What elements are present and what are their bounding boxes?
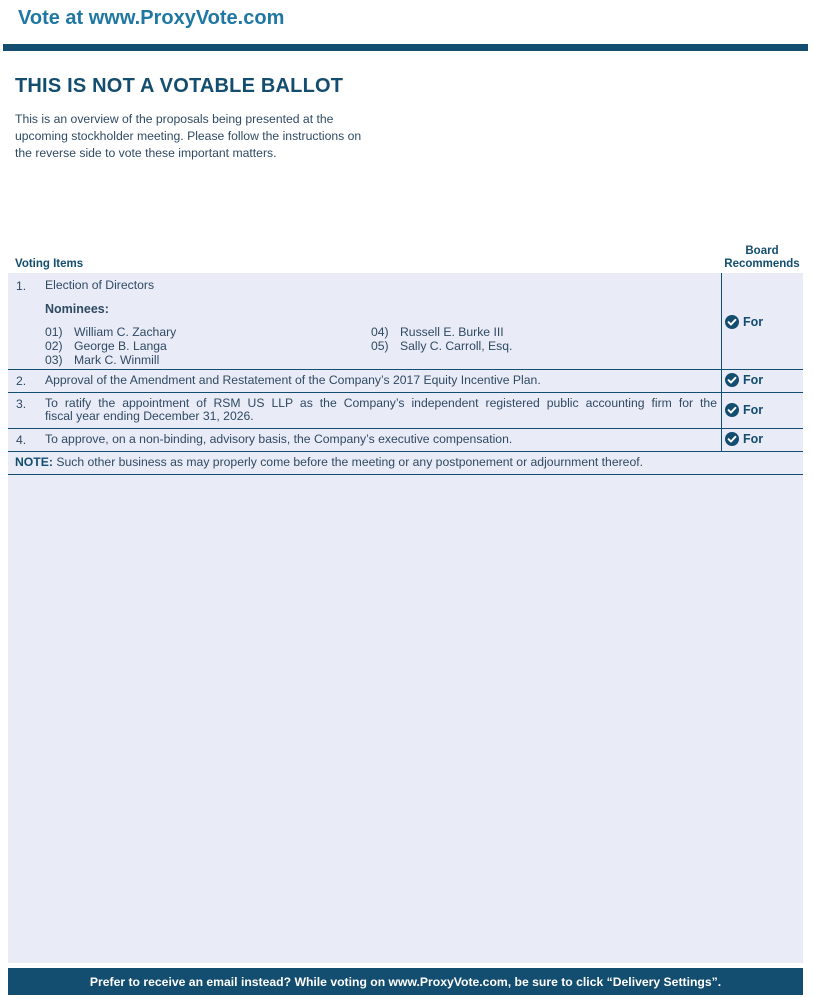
item-number: 2.: [16, 374, 27, 388]
item-text: Approval of the Amendment and Restatement of the Company’s 2017 Equity Incentive Plan.: [45, 373, 541, 387]
board-recommendation: [721, 370, 803, 392]
board-recommendation: [721, 273, 803, 369]
voting-item-2: [8, 370, 803, 393]
check-circle-icon: [725, 403, 739, 417]
item-number: 4.: [16, 433, 27, 447]
nominee: 04) Russell E. Burke III: [371, 325, 504, 339]
recommendation-label: For: [743, 403, 764, 417]
item-number: 3.: [16, 397, 27, 411]
nominee: 03) Mark C. Winmill: [45, 353, 160, 367]
voting-item-4: [8, 429, 803, 452]
header-title: Vote at www.ProxyVote.com: [18, 7, 285, 29]
voting-item-1: [8, 273, 803, 370]
header-rule: [3, 44, 808, 51]
check-circle-icon: [725, 315, 739, 329]
check-circle-icon: [725, 373, 739, 387]
voting-item-3: [8, 393, 803, 429]
ballot-title: THIS IS NOT A VOTABLE BALLOT: [15, 75, 344, 97]
nominee: 05) Sally C. Carroll, Esq.: [371, 339, 513, 353]
intro-line: This is an overview of the proposals being presented at the: [15, 112, 334, 126]
note-text: NOTE: Such other business as may properly come before the meeting or any postponement or adjournment thereof.: [15, 455, 643, 469]
footer-text: Prefer to receive an email instead? While voting on www.ProxyVote.com, be sure to click “Delivery Settings”.: [89, 974, 722, 989]
item-text: Election of Directors: [45, 278, 155, 292]
check-circle-icon: [725, 432, 739, 446]
recommendation-label: For: [743, 373, 764, 387]
nominee: 01) William C. Zachary: [45, 325, 177, 339]
note-label: NOTE:: [15, 455, 53, 469]
item-number: 1.: [16, 279, 27, 293]
item-text: To approve, on a non-binding, advisory basis, the Company’s executive compensation.: [45, 432, 513, 446]
recommendation-label: For: [743, 432, 764, 446]
nominee: 02) George B. Langa: [45, 339, 167, 353]
recommendation-label: For: [743, 315, 764, 329]
board-recommends-header: Board Recommends: [724, 245, 800, 270]
footer-bar: [8, 968, 803, 995]
intro-line: the reverse side to vote these important matters.: [15, 146, 277, 160]
board-recommendation: [721, 393, 803, 428]
intro-line: upcoming stockholder meeting. Please follow the instructions on: [15, 129, 362, 143]
nominees-label: Nominees:: [45, 302, 109, 316]
board-recommendation: [721, 429, 803, 451]
item-text: To ratify the appointment of RSM US LLP as the Company’s independent registered public accounting firm for the fiscal year ending December 31, 2026.: [45, 396, 717, 423]
intro-text: [15, 111, 400, 162]
voting-items-header: Voting Items: [15, 258, 84, 270]
